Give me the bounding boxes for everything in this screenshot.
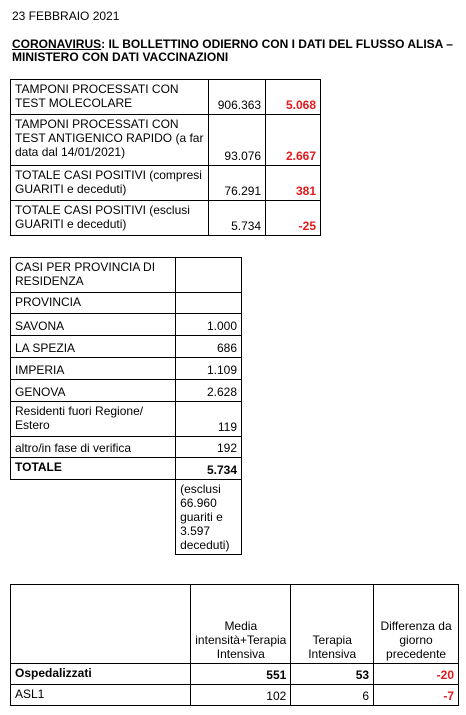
province-header: CASI PER PROVINCIA DI RESIDENZA: [11, 258, 176, 293]
table-row: [11, 201, 321, 236]
province-value: 119: [176, 402, 242, 437]
hospital-media: 102: [191, 685, 291, 706]
hospital-ti: 6: [291, 685, 374, 706]
table-row: [11, 437, 242, 458]
document-title: [12, 38, 460, 64]
row-label: TAMPONI PROCESSATI CON TEST ANTIGENICO RAPIDO (a far data dal 14/01/2021): [11, 115, 209, 166]
row-total: 5.734: [209, 201, 266, 236]
province-value: 1.109: [176, 358, 242, 380]
table-row: [11, 293, 242, 314]
row-total: 76.291: [209, 166, 266, 201]
row-total: 93.076: [209, 115, 266, 166]
province-label: GENOVA: [11, 380, 176, 402]
row-delta: 381: [266, 166, 321, 201]
table-row: [11, 402, 242, 437]
document-date: 23 FEBBRAIO 2021: [12, 9, 120, 23]
province-label: altro/in fase di verifica: [11, 437, 176, 458]
row-total: 906.363: [209, 80, 266, 115]
table-row: [11, 458, 242, 480]
title-prefix: CORONAVIRUS: [12, 37, 102, 51]
tests-table: [10, 79, 321, 236]
province-value: 192: [176, 437, 242, 458]
row-delta: 2.667: [266, 115, 321, 166]
province-label: Residenti fuori Regione/ Estero: [11, 402, 176, 437]
table-row: [11, 685, 459, 706]
table-row: [11, 380, 242, 402]
header-diff: Differenza da giorno precedente: [374, 585, 459, 664]
total-label: TOTALE: [11, 458, 176, 480]
empty-cell: [11, 480, 176, 555]
hospital-diff: -20: [374, 664, 459, 685]
hospital-ti: 53: [291, 664, 374, 685]
table-row: [11, 115, 321, 166]
header-media: Media intensità+Terapia Intensiva: [191, 585, 291, 664]
province-label: SAVONA: [11, 314, 176, 336]
table-row: [11, 166, 321, 201]
table-header-row: [11, 585, 459, 664]
table-row: [11, 664, 459, 685]
row-label: TOTALE CASI POSITIVI (compresi GUARITI e deceduti): [11, 166, 209, 201]
table-row: [11, 314, 242, 336]
hospital-diff: -7: [374, 685, 459, 706]
province-label: IMPERIA: [11, 358, 176, 380]
row-label: TAMPONI PROCESSATI CON TEST MOLECOLARE: [11, 80, 209, 115]
table-row: [11, 480, 242, 555]
province-label: LA SPEZIA: [11, 336, 176, 358]
header-ti: Terapia Intensiva: [291, 585, 374, 664]
province-subheader: PROVINCIA: [11, 293, 176, 314]
total-value: 5.734: [176, 458, 242, 480]
hospital-media: 551: [191, 664, 291, 685]
province-value: 2.628: [176, 380, 242, 402]
header-empty: [11, 585, 191, 664]
row-label: TOTALE CASI POSITIVI (esclusi GUARITI e deceduti): [11, 201, 209, 236]
table-row: [11, 80, 321, 115]
row-delta: -25: [266, 201, 321, 236]
hospital-label: Ospedalizzati: [11, 664, 191, 685]
hospital-label: ASL1: [11, 685, 191, 706]
province-value: 686: [176, 336, 242, 358]
province-value: 1.000: [176, 314, 242, 336]
empty-cell: [176, 258, 242, 293]
table-row: [11, 336, 242, 358]
table-row: [11, 258, 242, 293]
row-delta: 5.068: [266, 80, 321, 115]
empty-cell: [176, 293, 242, 314]
province-table: [10, 257, 242, 555]
table-row: [11, 358, 242, 380]
title-rest: : IL BOLLETTINO ODIERNO CON I DATI DEL FLUSSO ALISA – MINISTERO CON DATI VACCINAZIONI: [12, 37, 453, 64]
hospital-table: [10, 584, 459, 706]
total-note: (esclusi 66.960 guariti e 3.597 deceduti): [176, 480, 242, 555]
